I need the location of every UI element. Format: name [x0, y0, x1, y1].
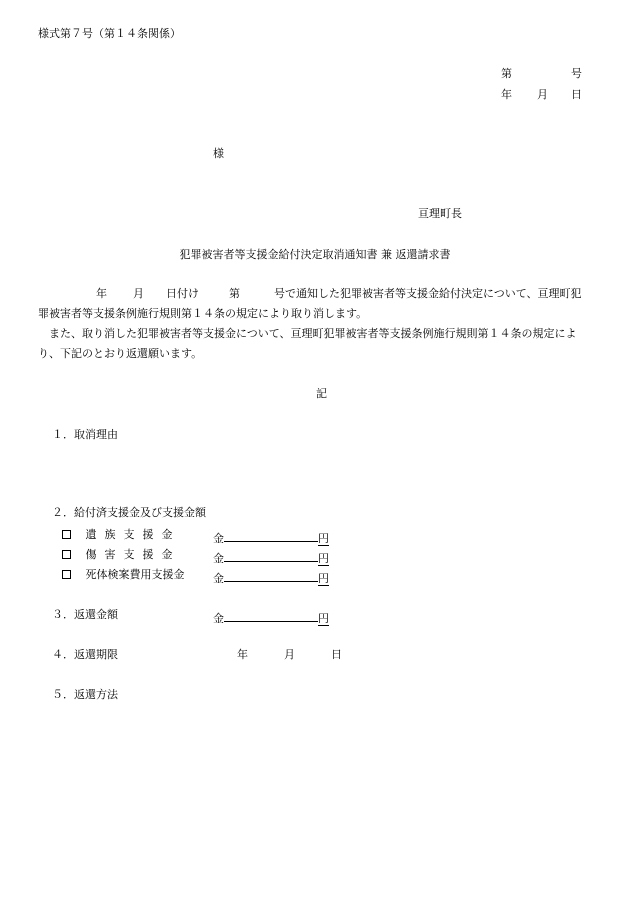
ki-label: 記 — [316, 387, 327, 400]
amount-unit: 円 — [318, 532, 329, 545]
p1-number-prefix: 第 — [229, 287, 240, 300]
date-year: 年 — [501, 88, 512, 101]
support-row — [62, 549, 181, 560]
p2-line1: また、取り消した犯罪被害者等支援金について、亘理町犯罪被害者等支援条例施行規則第１４条の規定によ — [38, 327, 577, 340]
p1-line1-rest: 号で通知した犯罪被害者等支援金給付決定について、亘理町犯 — [274, 287, 582, 300]
addressee-honorific: 様 — [213, 147, 224, 160]
amount-blank — [224, 549, 318, 562]
refund-amount-field — [213, 609, 329, 624]
document-title: 犯罪被害者等支援金給付決定取消通知書 兼 返還請求書 — [179, 248, 451, 261]
amount-blank — [224, 569, 318, 582]
support-row-amount — [213, 529, 329, 544]
issuer-name: 亘理町長 — [418, 207, 462, 220]
doc-number-suffix: 号 — [571, 67, 582, 80]
amount-unit: 円 — [318, 612, 329, 625]
p2-line2: り、下記のとおり返還願います。 — [38, 347, 203, 360]
deadline-year: 年 — [237, 648, 248, 661]
support-row-amount — [213, 569, 329, 584]
amount-prefix: 金 — [213, 572, 224, 585]
item4-refund-deadline: ４．返還期限 — [52, 648, 118, 661]
date-day: 日 — [571, 88, 582, 101]
amount-prefix: 金 — [213, 552, 224, 565]
item3-refund-amount: ３．返還金額 — [52, 608, 118, 621]
p1-line2: 罪被害者等支援条例施行規則第１４条の規定により取り消します。 — [38, 307, 368, 320]
support-row-label: 遺族支援金 — [85, 528, 181, 541]
checkbox[interactable] — [62, 530, 71, 539]
amount-prefix: 金 — [213, 532, 224, 545]
p1-day-dated: 日付け — [166, 287, 199, 300]
deadline-day: 日 — [331, 648, 342, 661]
amount-blank — [224, 609, 318, 622]
body-paragraph-1 — [38, 284, 604, 324]
deadline-month: 月 — [284, 648, 295, 661]
checkbox[interactable] — [62, 550, 71, 559]
p1-month: 月 — [133, 287, 144, 300]
item5-refund-method: ５．返還方法 — [52, 688, 118, 701]
date-month: 月 — [537, 88, 548, 101]
p1-year: 年 — [96, 287, 107, 300]
amount-unit: 円 — [318, 552, 329, 565]
amount-unit: 円 — [318, 572, 329, 585]
doc-number-prefix: 第 — [501, 67, 512, 80]
amount-prefix: 金 — [213, 612, 224, 625]
body-paragraph-2 — [38, 324, 604, 364]
item2-paid-support: ２．給付済支援金及び支援金額 — [52, 506, 206, 519]
item1-cancel-reason: １．取消理由 — [52, 428, 118, 441]
support-row-label: 傷害支援金 — [85, 548, 181, 561]
checkbox[interactable] — [62, 570, 71, 579]
support-row — [62, 529, 181, 540]
amount-blank — [224, 529, 318, 542]
support-row-amount — [213, 549, 329, 564]
form-id-label: 様式第７号（第１４条関係） — [38, 27, 181, 40]
support-row-label: 死体検案費用支援金 — [85, 568, 185, 581]
support-row — [62, 569, 185, 580]
